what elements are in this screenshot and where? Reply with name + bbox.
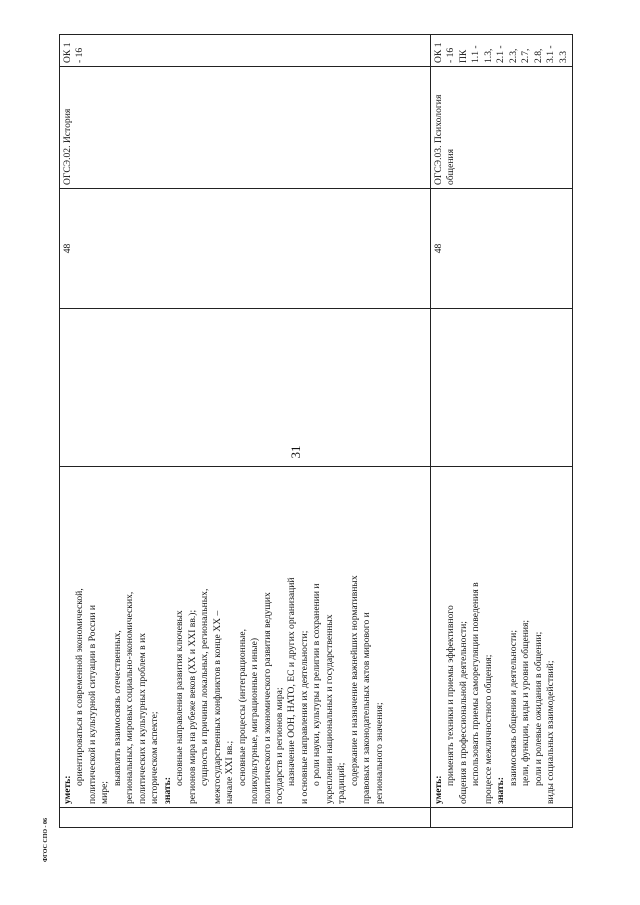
knowledge-line: традиций; [336,762,348,804]
knowledge-line: и основные направления их деятельности; [298,630,310,804]
skills-label: уметь: [433,775,444,804]
skill-line: региональных, мировых социально-экономических, [124,591,136,804]
discipline-cell: ОГСЭ.03. Психология общения [431,67,573,189]
index-cell [431,808,573,828]
knowledge-line: основные процессы (интеграционные, [236,628,248,786]
knowledge-line: государств и регионов мира; [273,687,285,804]
skills-label: уметь: [62,775,73,804]
knowledge-line: политического и экономического развития ведущих [261,592,273,804]
skill-line: процессе межличностного общения; [482,654,494,804]
knowledge-line: виды социальных взаимодействий; [545,660,557,804]
skill-line: историческом аспекте; [149,711,161,804]
knowledge-line: содержание и назначение важнейших нормативных [348,575,360,786]
index-cell [60,808,431,828]
curriculum-table-rotated [59,35,569,828]
knowledge-line: о роли науки, культуры и религии в сохранении и [311,583,323,786]
skill-line: мире; [99,781,111,804]
knowledge-label: знать: [495,777,507,804]
knowledge-line: правовых и законодательных актов мирового и [361,612,373,804]
skill-line: выявлять взаимосвязь отечественных, [111,630,123,786]
knowledge-line: поликультурные, миграционные и иные) [249,637,261,804]
requirements-cell [60,467,431,808]
max-load-cell [60,309,431,467]
skill-line: политических и культурных проблем в их [136,632,148,804]
knowledge-line: регионального значения; [373,702,385,804]
max-load-cell [431,309,573,467]
knowledge-label: знать: [161,777,173,804]
knowledge-line: межгосударственных конфликтов в конце XX – [211,610,223,804]
skill-line: использовать приемы саморегуляции поведения в [470,582,482,786]
table-row [60,35,431,828]
knowledge-line: основные направления развития ключевых [174,610,186,786]
knowledge-line: регионов мира на рубеже веков (XX и XXI вв.); [186,609,198,804]
table-row [431,35,573,828]
skill-line: общения в профессиональной деятельности; [457,621,469,804]
knowledge-line: цели, функции, виды и уровни общения; [520,619,532,786]
footer-code: ФГОС СПО - 06 [43,817,49,863]
skill-line: применять техники и приемы эффективного [445,605,457,786]
knowledge-line: взаимосвязь общения и деятельности; [507,630,519,786]
curriculum-table-wrapper [59,35,569,828]
knowledge-line: роли и ролевые ожидания в общении; [532,631,544,786]
knowledge-line: начале XXI вв.; [224,740,236,804]
skill-line: ориентироваться в современной экономической, [74,588,86,786]
competencies-cell: ОК 1 - 16 [60,35,431,67]
knowledge-line: укреплении национальных и государственных [323,614,335,804]
hours-cell: 48 [60,189,431,309]
page-number: 31 [288,445,303,459]
requirements-cell [431,467,573,808]
hours-cell: 48 [431,189,573,309]
curriculum-table [59,34,573,828]
knowledge-line: сущность и причины локальных, региональных, [199,588,211,786]
competencies-cell: ОК 1 - 16 ПК 1.1 - 1.3, 2.1 - 2.3, 2.7, 2.8, 3.1 - 3.3 [431,35,573,67]
discipline-cell: ОГСЭ.02. История [60,67,431,189]
knowledge-line: назначение ООН, НАТО, ЕС и других организаций [286,577,298,786]
skill-line: политической и культурной ситуации в России и [86,604,98,804]
